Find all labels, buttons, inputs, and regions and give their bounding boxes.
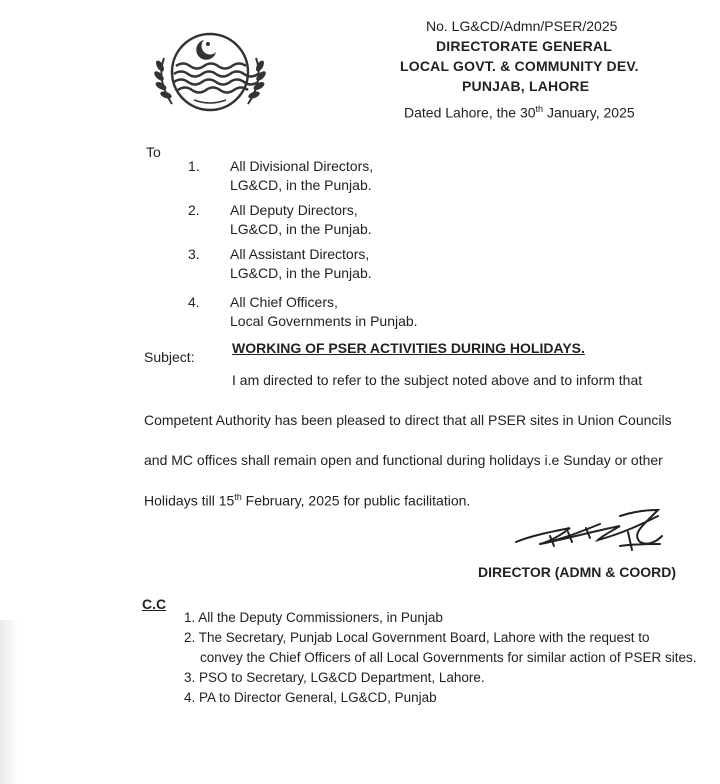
punjab-government-emblem [150, 28, 270, 118]
body-line: and MC offices shall remain open and functional during holidays i.e Sunday or other [144, 452, 663, 468]
org-directorate-general: DIRECTORATE GENERAL [436, 38, 612, 54]
cc-item: convey the Chief Officers of all Local Governments for similar action of PSER sites. [200, 650, 697, 665]
signatory-designation: DIRECTOR (ADMN & COORD) [478, 564, 677, 580]
cc-item: 1. All the Deputy Commissioners, in Punjab [184, 610, 443, 625]
body-line: I am directed to refer to the subject noted above and to inform that [232, 372, 643, 388]
body-line: Holidays till 15th February, 2025 for public facilitation. [144, 492, 471, 509]
page-edge-shadow [0, 620, 18, 784]
subject-text: WORKING OF PSER ACTIVITIES DURING HOLIDAYS. [232, 340, 585, 356]
body-line: Competent Authority has been pleased to direct that all PSER sites in Union Councils [144, 412, 672, 428]
official-letter: No. LG&CD/Admn/PSER/2025 DIRECTORATE GENERAL LOCAL GOVT. & COMMUNITY DEV. PUNJAB, LAHORE Dated Lahore, the 30th January, 2025 To 1. All Divisional Directors, LG&CD, in the Punjab. 2. All Deputy Directors, LG&CD, in the Punjab. 3. All Assistant Directors, LG&CD, in the Punjab. 4. All Chief Officers, Local Governments in Punjab. Subject: WORKING OF PSER ACTIVITIES DURING HOLIDAYS. I am directed to refer to the subject noted above and to inform that Competent Authority has been pleased to direct that all PSER sites in Union Councils and MC offices shall remain open and functional during holidays i.e Sunday or other Holidays till 15th February, 2025 for public facilitation. DIRECTOR (ADMN & COORD) C.C 1. All the Deputy Commissioners, in Punjab 2. The Secretary, Punjab Local Government Board, Lahore with the request to convey the Chief Officers of all Local Governments for similar action of PSER sites. 3. PSO to Secretary, LG&CD Department, Lahore. 4. PA to Director General, LG&CD, Punjab [0, 0, 720, 784]
handwritten-signature [510, 502, 670, 558]
cc-label: C.C [142, 596, 167, 612]
org-local-govt: LOCAL GOVT. & COMMUNITY DEV. [400, 58, 639, 74]
cc-item: 3. PSO to Secretary, LG&CD Department, Lahore. [184, 670, 485, 685]
subject-label: Subject: [144, 349, 195, 365]
letter-date: Dated Lahore, the 30th January, 2025 [404, 104, 635, 121]
org-punjab-lahore: PUNJAB, LAHORE [462, 78, 590, 94]
cc-item: 4. PA to Director General, LG&CD, Punjab [184, 690, 437, 705]
reference-number: No. LG&CD/Admn/PSER/2025 [426, 18, 618, 34]
cc-item: 2. The Secretary, Punjab Local Government Board, Lahore with the request to [184, 630, 650, 645]
to-label: To [146, 144, 161, 160]
